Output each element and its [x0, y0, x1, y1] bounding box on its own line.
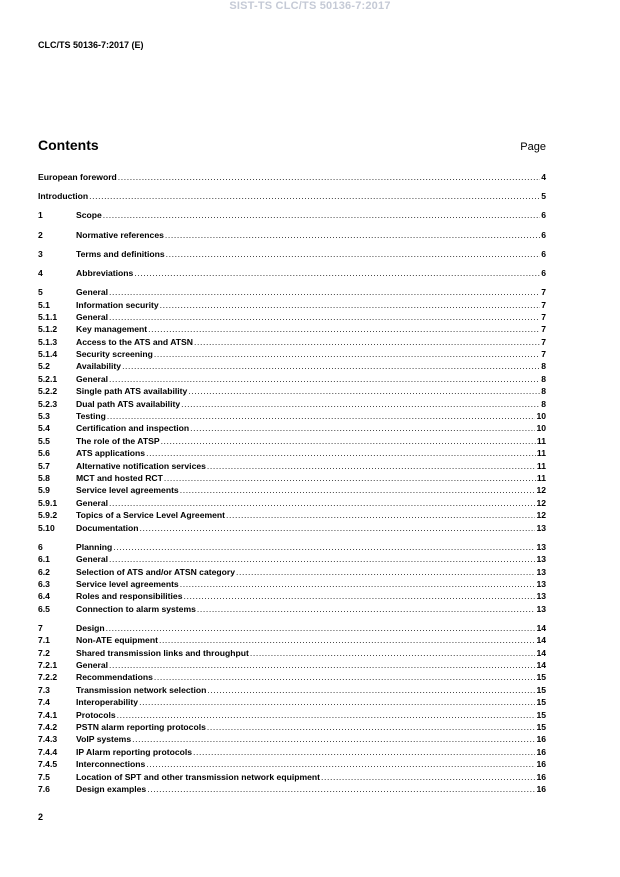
toc-entry[interactable]	[38, 385, 546, 397]
toc-entry[interactable]	[38, 622, 546, 634]
toc-entry-number: 7.4	[38, 697, 50, 708]
contents-title: Contents	[38, 137, 99, 153]
toc-entry-title: Dual path ATS availability	[76, 398, 181, 409]
toc-entry[interactable]	[38, 435, 546, 447]
contents-header	[38, 137, 546, 153]
document-identifier: CLC/TS 50136-7:2017 (E)	[38, 40, 144, 50]
toc-dot-leader	[146, 758, 535, 770]
toc-entry-number: 5.2.1	[38, 373, 58, 384]
toc-entry-number: 5.1.2	[38, 324, 58, 335]
toc-entry-number: 5.5	[38, 435, 50, 446]
toc-entry-number: 6	[38, 541, 43, 552]
toc-entry-number: 4	[38, 267, 43, 278]
toc-entry-page: 8	[541, 373, 546, 384]
toc-entry-page: 12	[536, 497, 546, 508]
toc-entry[interactable]	[38, 733, 546, 745]
toc-entry-title: Recommendations	[76, 672, 153, 683]
toc-entry-title: Key management	[76, 324, 148, 335]
toc-entry-title: Scope	[76, 210, 102, 221]
toc-entry-title: General	[76, 554, 109, 565]
toc-entry-number: 6.2	[38, 566, 50, 577]
toc-entry-title: General	[76, 373, 109, 384]
toc-entry-title: Single path ATS availability	[76, 386, 188, 397]
toc-entry-number: 7.4.5	[38, 759, 58, 770]
toc-entry-number: 7.4.1	[38, 709, 58, 720]
toc-entry[interactable]	[38, 360, 546, 372]
toc-entry[interactable]	[38, 422, 546, 434]
toc-entry-number: 5.6	[38, 448, 50, 459]
toc-dot-leader	[250, 647, 536, 659]
toc-dot-leader	[154, 348, 540, 360]
toc-dot-leader	[188, 385, 540, 397]
toc-entry-page: 4	[541, 172, 546, 182]
toc-dot-leader	[165, 229, 540, 241]
toc-entry-page: 15	[536, 722, 546, 732]
toc-entry-number: 5.1	[38, 299, 50, 310]
toc-entry-number: 7	[38, 622, 43, 633]
toc-entry-page: 10	[536, 423, 546, 434]
toc-dot-leader	[164, 472, 536, 484]
toc-dot-leader	[184, 590, 536, 602]
toc-entry[interactable]	[38, 267, 546, 279]
toc-entry-title: Shared transmission links and throughput	[76, 647, 249, 658]
toc-entry-title: Interoperability	[76, 697, 139, 708]
toc-entry-page: 13	[536, 541, 546, 552]
toc-entry-title: Protocols	[76, 709, 116, 720]
toc-entry-title: VoIP systems	[76, 734, 132, 745]
toc-entry-number: 5.7	[38, 460, 50, 471]
toc-entry-page: 7	[541, 336, 546, 347]
toc-entry[interactable]	[38, 634, 546, 646]
toc-entry-page: 15	[536, 672, 546, 683]
toc-dot-leader	[140, 522, 536, 534]
toc-dot-leader	[109, 659, 535, 671]
toc-entry[interactable]	[38, 553, 546, 565]
toc-entry[interactable]	[38, 721, 546, 733]
toc-dot-leader	[190, 422, 535, 434]
toc-dot-leader	[132, 733, 535, 745]
toc-entry-page: 13	[536, 522, 546, 533]
toc-entry-number: 5.4	[38, 423, 50, 434]
toc-entry[interactable]	[38, 209, 546, 221]
toc-entry[interactable]	[38, 578, 546, 590]
toc-entry-page: 5	[541, 191, 546, 202]
toc-entry-page: 7	[541, 349, 546, 360]
toc-dot-leader	[160, 299, 541, 311]
toc-entry-page: 7	[541, 299, 546, 310]
toc-entry-title: Planning	[76, 541, 113, 552]
toc-entry-number: 5.10	[38, 522, 55, 533]
toc-entry-title: Roles and responsibilities	[76, 591, 183, 602]
toc-dot-leader	[109, 311, 540, 323]
toc-entry-page: 12	[536, 510, 546, 521]
toc-entry[interactable]	[38, 522, 546, 534]
toc-entry-title: Interconnections	[76, 759, 146, 770]
toc-entry-page: 13	[536, 554, 546, 565]
toc-entry-number: 5.8	[38, 472, 50, 483]
toc-entry[interactable]	[38, 659, 546, 671]
toc-dot-leader	[207, 460, 536, 472]
toc-entry-number: 7.2	[38, 647, 50, 658]
toc-entry-number: 6.1	[38, 554, 50, 565]
toc-entry-page: 11	[536, 472, 546, 483]
toc-entry-title: Abbreviations	[76, 267, 134, 278]
toc-entry-number: 1	[38, 210, 43, 221]
table-of-contents	[38, 171, 546, 795]
toc-dot-leader	[321, 771, 535, 783]
toc-entry[interactable]	[38, 472, 546, 484]
toc-entry-number: 5.3	[38, 411, 50, 422]
toc-dot-leader	[109, 373, 540, 385]
toc-entry-page: 14	[536, 660, 546, 671]
toc-dot-leader	[109, 497, 535, 509]
toc-entry[interactable]	[38, 299, 546, 311]
toc-entry[interactable]	[38, 460, 546, 472]
toc-dot-leader	[113, 541, 535, 553]
toc-entry[interactable]	[38, 484, 546, 496]
toc-entry-number: 3	[38, 248, 43, 259]
toc-entry[interactable]	[38, 590, 546, 602]
toc-dot-leader	[159, 634, 535, 646]
toc-entry-page: 14	[536, 647, 546, 658]
toc-entry[interactable]	[38, 248, 546, 260]
toc-entry[interactable]	[38, 771, 546, 783]
toc-entry-title: Non-ATE equipment	[76, 635, 158, 646]
toc-dot-leader	[109, 553, 535, 565]
toc-entry-page: 16	[536, 734, 546, 745]
toc-entry[interactable]	[38, 373, 546, 385]
toc-entry-number: 7.4.2	[38, 722, 58, 732]
toc-dot-leader	[180, 578, 536, 590]
toc-entry-number: 6.3	[38, 578, 50, 589]
toc-entry[interactable]	[38, 541, 546, 553]
toc-dot-leader	[161, 435, 536, 447]
toc-entry[interactable]	[38, 671, 546, 683]
toc-entry-number: 5.1.4	[38, 349, 58, 360]
toc-entry-page: 15	[536, 684, 546, 695]
toc-entry-number: 2	[38, 229, 43, 240]
toc-dot-leader	[236, 566, 535, 578]
toc-entry-page: 15	[536, 709, 546, 720]
toc-entry-number: 5.9.1	[38, 497, 58, 508]
toc-dot-leader	[166, 248, 541, 260]
toc-entry-page: 11	[536, 460, 546, 471]
toc-entry[interactable]	[38, 783, 546, 795]
toc-entry-number: 7.4.4	[38, 746, 58, 757]
toc-dot-leader	[180, 484, 536, 496]
toc-dot-leader	[181, 398, 540, 410]
toc-entry-page: 7	[541, 324, 546, 335]
toc-entry[interactable]	[38, 323, 546, 335]
toc-entry[interactable]	[38, 758, 546, 770]
toc-entry-title: Certification and inspection	[76, 423, 190, 434]
toc-dot-leader	[197, 603, 536, 615]
toc-dot-leader	[103, 209, 540, 221]
toc-dot-leader	[148, 323, 540, 335]
toc-entry[interactable]	[38, 348, 546, 360]
toc-entry-title: Transmission network selection	[76, 684, 207, 695]
toc-entry[interactable]	[38, 647, 546, 659]
toc-entry-title: The role of the ATSP	[76, 435, 160, 446]
toc-dot-leader	[106, 622, 536, 634]
toc-entry-page: 6	[541, 248, 546, 259]
toc-entry-title: Security screening	[76, 349, 153, 360]
toc-entry-title: Topics of a Service Level Agreement	[76, 510, 226, 521]
toc-entry-title: Access to the ATS and ATSN	[76, 336, 193, 347]
toc-dot-leader	[147, 783, 535, 795]
toc-dot-leader	[194, 336, 540, 348]
toc-entry-number: 5.2.2	[38, 386, 58, 397]
toc-entry-number: 5	[38, 287, 43, 298]
toc-entry-page: 16	[536, 746, 546, 757]
toc-dot-leader	[154, 671, 536, 683]
toc-entry-page: 11	[536, 435, 546, 446]
toc-entry-title: Design examples	[76, 783, 147, 794]
toc-entry[interactable]	[38, 509, 546, 521]
toc-entry[interactable]	[38, 709, 546, 721]
toc-entry-title: Service level agreements	[76, 578, 179, 589]
toc-dot-leader	[122, 360, 540, 372]
toc-entry-title: Design	[76, 622, 105, 633]
toc-entry-page: 8	[541, 398, 546, 409]
toc-entry-title: Service level agreements	[76, 485, 179, 496]
toc-entry-number: 6.4	[38, 591, 50, 602]
toc-entry-title: IP Alarm reporting protocols	[76, 746, 193, 757]
toc-entry-number: 5.9.2	[38, 510, 58, 521]
toc-dot-leader	[117, 709, 536, 721]
toc-entry-title: Introduction	[38, 191, 89, 202]
toc-dot-leader	[109, 286, 540, 298]
toc-entry-title: ATS applications	[76, 448, 146, 459]
toc-entry[interactable]	[38, 497, 546, 509]
toc-entry-title: General	[76, 660, 109, 671]
toc-entry-title: Connection to alarm systems	[76, 603, 196, 614]
toc-dot-leader	[207, 684, 535, 696]
toc-entry-title: Selection of ATS and/or ATSN category	[76, 566, 236, 577]
toc-entry-page: 6	[541, 210, 546, 221]
toc-entry-title: General	[76, 287, 109, 298]
toc-entry-number: 7.3	[38, 684, 50, 695]
toc-entry-number: 7.2.2	[38, 672, 58, 683]
toc-entry-page: 14	[536, 622, 546, 633]
toc-entry-number: 6.5	[38, 603, 50, 614]
toc-entry[interactable]	[38, 229, 546, 241]
toc-entry-number: 5.1.3	[38, 336, 58, 347]
toc-entry-page: 7	[541, 311, 546, 322]
toc-entry-page: 11	[536, 448, 546, 459]
toc-entry[interactable]	[38, 190, 546, 202]
toc-entry-page: 7	[541, 287, 546, 298]
toc-entry-page: 13	[536, 603, 546, 614]
toc-entry-page: 6	[541, 267, 546, 278]
toc-entry-number: 7.1	[38, 635, 50, 646]
toc-entry-title: PSTN alarm reporting protocols	[76, 722, 206, 732]
toc-entry-page: 8	[541, 361, 546, 372]
toc-entry-title: General	[76, 311, 109, 322]
toc-entry-number: 7.5	[38, 771, 50, 782]
toc-dot-leader	[139, 696, 535, 708]
toc-dot-leader	[226, 509, 535, 521]
toc-entry-number: 5.1.1	[38, 311, 58, 322]
toc-entry-number: 7.2.1	[38, 660, 58, 671]
toc-entry[interactable]	[38, 410, 546, 422]
toc-entry-page: 13	[536, 591, 546, 602]
toc-entry-title: Alternative notification services	[76, 460, 206, 471]
toc-entry-page: 16	[536, 783, 546, 794]
toc-entry-page: 13	[536, 578, 546, 589]
toc-dot-leader	[146, 447, 536, 459]
toc-entry-title: Information security	[76, 299, 159, 310]
watermark: SIST-TS CLC/TS 50136-7:2017	[229, 0, 391, 12]
toc-dot-leader	[89, 190, 540, 202]
toc-entry-number: 5.2.3	[38, 398, 58, 409]
toc-entry-title: General	[76, 497, 109, 508]
toc-entry-page: 15	[536, 697, 546, 708]
toc-entry-title: Availability	[76, 361, 122, 372]
toc-entry[interactable]	[38, 684, 546, 696]
toc-entry[interactable]	[38, 311, 546, 323]
toc-entry-page: 6	[541, 229, 546, 240]
toc-entry[interactable]	[38, 286, 546, 298]
toc-entry-page: 14	[536, 635, 546, 646]
toc-dot-leader	[118, 171, 540, 183]
toc-entry-title: European foreword	[38, 172, 117, 182]
toc-entry-page: 16	[536, 771, 546, 782]
toc-entry-page: 16	[536, 759, 546, 770]
toc-dot-leader	[207, 721, 536, 733]
toc-entry[interactable]	[38, 603, 546, 615]
toc-entry[interactable]	[38, 746, 546, 758]
toc-entry-number: 5.2	[38, 361, 50, 372]
toc-entry-title: Location of SPT and other transmission network equipment	[76, 771, 320, 782]
toc-entry-page: 13	[536, 566, 546, 577]
toc-dot-leader	[107, 410, 536, 422]
page-column-label: Page	[520, 141, 546, 153]
toc-entry[interactable]	[38, 566, 546, 578]
toc-entry[interactable]	[38, 171, 546, 183]
toc-entry[interactable]	[38, 447, 546, 459]
toc-entry-title: Testing	[76, 411, 106, 422]
page-number: 2	[38, 812, 44, 822]
toc-dot-leader	[134, 267, 540, 279]
toc-entry-number: 7.4.3	[38, 734, 58, 745]
toc-entry-page: 8	[541, 386, 546, 397]
toc-entry-title: Documentation	[76, 522, 139, 533]
toc-entry-page: 10	[536, 411, 546, 422]
toc-entry-number: 7.6	[38, 783, 50, 794]
toc-entry-title: MCT and hosted RCT	[76, 472, 163, 483]
toc-entry-page: 12	[536, 485, 546, 496]
toc-dot-leader	[193, 746, 535, 758]
toc-entry-title: Terms and definitions	[76, 248, 165, 259]
toc-entry[interactable]	[38, 696, 546, 708]
toc-entry[interactable]	[38, 336, 546, 348]
toc-entry-number: 5.9	[38, 485, 50, 496]
toc-entry-title: Normative references	[76, 229, 164, 240]
toc-entry[interactable]	[38, 398, 546, 410]
